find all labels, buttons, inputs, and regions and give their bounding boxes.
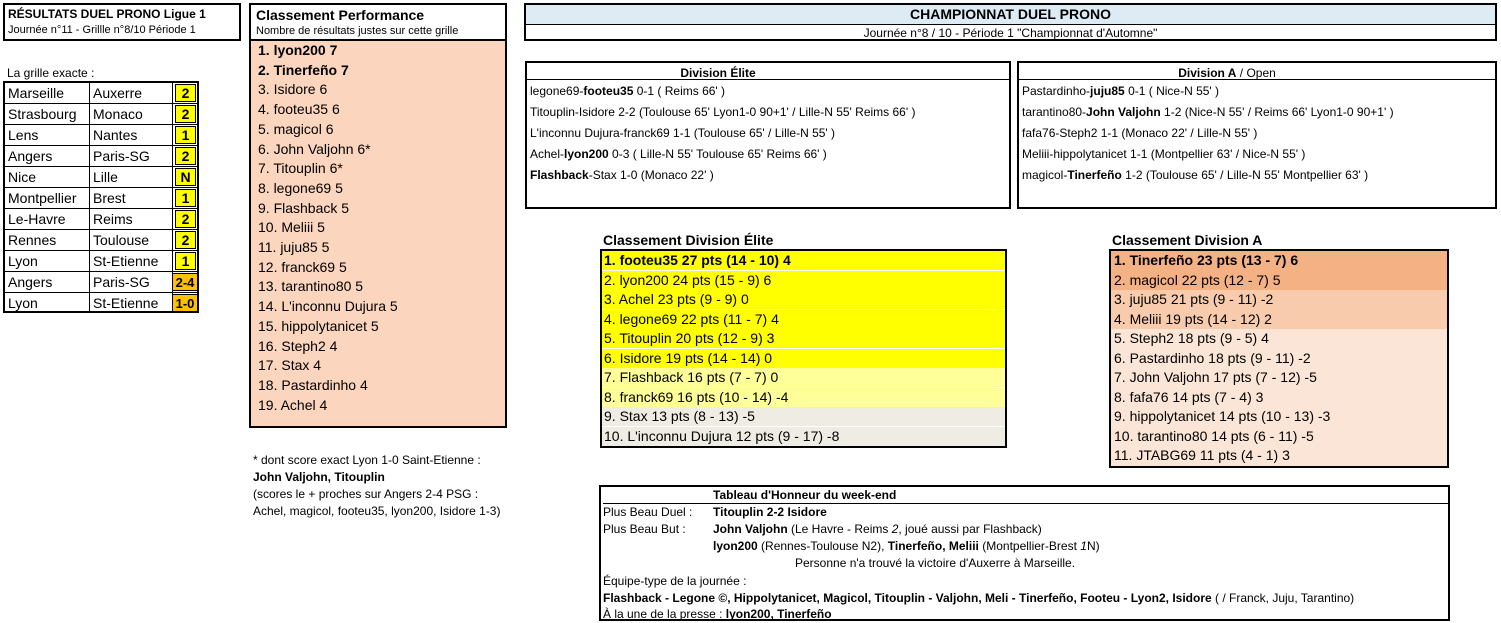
- ranking-row: 7. Flashback 16 pts (7 - 7) 0: [602, 368, 1005, 387]
- duel-line: [1022, 167, 1368, 183]
- duel-winner: juju85: [1090, 84, 1125, 98]
- performance-item: 13. tarantino80 5: [258, 278, 364, 295]
- performance-header: [249, 3, 507, 41]
- duel-part: tarantino80-: [1022, 105, 1087, 119]
- ranking-row: 7. John Valjohn 17 pts (7 - 12) -5: [1111, 368, 1447, 388]
- duel-winner: Flashback: [530, 168, 589, 182]
- ranking-row: 3. juju85 21 pts (9 - 11) -2: [1111, 290, 1447, 310]
- duel-part: Titouplin-Isidore 2-2 (Toulouse 65' Lyon1-0 90+1' / Lille-N 55' Reims 66' ): [530, 105, 916, 119]
- duel-line: [1022, 83, 1219, 99]
- ranking-row: 4. legone69 22 pts (11 - 7) 4: [602, 310, 1005, 329]
- away-team: Toulouse: [90, 230, 173, 250]
- grid-row: [5, 293, 197, 314]
- note-details: (scores le + proches sur Angers 2-4 PSG : Achel, magicol, footeu35, lyon200, Isidore 1-3): [253, 487, 501, 518]
- performance-item: 4. footeu35 6: [258, 101, 340, 118]
- press-headline: À la une de la presse : lyon200, Tinerfeño: [603, 607, 832, 621]
- duel-part: 0-1 ( Reims 66' ): [633, 84, 726, 98]
- team-of-week-value: Flashback - Legone ©, Hippolytanicet, Magicol, Titouplin - Valjohn, Meli - Tinerfeño, Footeu - Lyon2, Isidore ( / Franck, Juju, Tarantino): [603, 591, 1355, 605]
- away-team: Nantes: [90, 125, 173, 145]
- championnat-header: [524, 3, 1497, 41]
- away-team: St-Etienne: [90, 293, 173, 313]
- division-a-title-main: Division A: [1178, 66, 1237, 80]
- home-team: Angers: [5, 272, 90, 292]
- results-title: RÉSULTATS DUEL PRONO Ligue 1: [8, 7, 206, 21]
- home-team: Marseille: [5, 83, 90, 103]
- grid-row: [5, 209, 197, 230]
- performance-item: 14. L'inconnu Dujura 5: [258, 298, 398, 315]
- duel-part: 0-1 ( Nice-N 55' ): [1124, 84, 1220, 98]
- ranking-row: 11. JTABG69 11 pts (4 - 1) 3: [1111, 446, 1447, 466]
- grid-row: [5, 146, 197, 167]
- performance-ranking: [249, 40, 507, 428]
- home-team: Rennes: [5, 230, 90, 250]
- result-badge: 1: [175, 252, 196, 270]
- ranking-row: 6. Isidore 19 pts (14 - 14) 0: [602, 349, 1005, 368]
- result-badge: 1: [175, 189, 196, 207]
- note-line: * dont score exact Lyon 1-0 Saint-Etienne :: [253, 453, 481, 467]
- ranking-row: 9. hippolytanicet 14 pts (10 - 13) -3: [1111, 407, 1447, 427]
- performance-item: 12. franck69 5: [258, 258, 347, 275]
- grid-row: [5, 230, 197, 251]
- duel-line: [530, 146, 827, 162]
- result-badge: 2: [175, 231, 196, 249]
- team-of-week-label: Équipe-type de la journée :: [603, 574, 747, 588]
- performance-subtitle: Nombre de résultats justes sur cette grille: [256, 25, 459, 37]
- grid-row: [5, 104, 197, 125]
- result-badge: 1: [175, 126, 196, 144]
- ranking-row: 1. Tinerfeño 23 pts (13 - 7) 6: [1111, 251, 1447, 271]
- performance-title: Classement Performance: [256, 7, 425, 23]
- division-a-title-suffix: / Open: [1236, 66, 1276, 80]
- duel-line: [1022, 125, 1257, 141]
- performance-item: 19. Achel 4: [258, 396, 328, 413]
- home-team: Le-Havre: [5, 209, 90, 229]
- home-team: Lens: [5, 125, 90, 145]
- division-a-duels: [1017, 61, 1497, 209]
- duel-part: legone69-: [530, 84, 584, 98]
- performance-item: 9. Flashback 5: [258, 199, 350, 216]
- result-badge: 2: [175, 147, 196, 165]
- ranking-row: 4. Meliii 19 pts (14 - 12) 2: [1111, 310, 1447, 330]
- classement-elite-title: Classement Division Élite: [603, 232, 774, 248]
- away-team: Auxerre: [90, 83, 173, 103]
- duel-part: 1-2 (Nice-N 55' / Reims 66' Lyon1-0 90+1' ): [1160, 105, 1394, 119]
- grid-row: [5, 125, 197, 146]
- performance-item: 5. magicol 6: [258, 120, 334, 137]
- note-winners: John Valjohn, Titouplin: [253, 470, 385, 484]
- performance-item: 15. hippolytanicet 5: [258, 317, 379, 334]
- away-team: Paris-SG: [90, 146, 173, 166]
- performance-item: 8. legone69 5: [258, 179, 343, 196]
- duel-winner: lyon200: [564, 147, 609, 161]
- home-team: Lyon: [5, 251, 90, 271]
- honor-board: [599, 485, 1450, 621]
- championnat-title: CHAMPIONNAT DUEL PRONO: [526, 5, 1495, 25]
- best-duel-label: Plus Beau Duel :: [603, 505, 693, 519]
- ranking-row: 8. fafa76 14 pts (7 - 4) 3: [1111, 388, 1447, 408]
- results-header: [3, 3, 241, 41]
- duel-line: [1022, 104, 1394, 120]
- classement-a-table: [1109, 249, 1449, 468]
- honor-title: Tableau d'Honneur du week-end: [713, 488, 897, 502]
- exact-grid-table: [3, 81, 199, 313]
- duel-line: [1022, 146, 1305, 162]
- championnat-subtitle: Journée n°8 / 10 - Période 1 "Championnat d'Automne": [863, 26, 1158, 40]
- ranking-row: 10. L'inconnu Dujura 12 pts (9 - 17) -8: [602, 427, 1005, 446]
- performance-item: 17. Stax 4: [258, 357, 322, 374]
- home-team: Lyon: [5, 293, 90, 313]
- ranking-row: 5. Titouplin 20 pts (12 - 9) 3: [602, 329, 1005, 348]
- performance-item: 2. Tinerfeño 7: [258, 61, 349, 78]
- exact-score-note: [253, 452, 513, 520]
- best-goal-line-1: John Valjohn (Le Havre - Reims 2, joué aussi par Flashback): [713, 522, 1042, 536]
- ranking-row: 1. footeu35 27 pts (14 - 10) 4: [602, 251, 1005, 270]
- duel-part: Pastardinho-: [1022, 84, 1091, 98]
- duel-line: [530, 125, 835, 141]
- away-team: Reims: [90, 209, 173, 229]
- results-subtitle: Journée n°11 - Grillle n°8/10 Période 1: [8, 24, 196, 36]
- best-duel-value: Titouplin 2-2 Isidore: [713, 505, 827, 519]
- result-badge: 2: [175, 105, 196, 123]
- performance-item: 3. Isidore 6: [258, 81, 328, 98]
- duel-line: [530, 167, 714, 183]
- performance-item: 1. lyon200 7: [258, 42, 338, 58]
- duel-part: 1-2 (Toulouse 65' / Lille-N 55' Montpellier 63' ): [1121, 168, 1369, 182]
- classement-a-title: Classement Division A: [1112, 232, 1263, 248]
- duel-part: 0-3 ( Lille-N 55' Toulouse 65' Reims 66' ): [608, 147, 827, 161]
- ranking-row: 10. tarantino80 14 pts (6 - 11) -5: [1111, 427, 1447, 447]
- duel-part: L'inconnu Dujura-franck69 1-1 (Toulouse 65' / Lille-N 55' ): [530, 126, 836, 140]
- duel-part: -Stax 1-0 (Monaco 22' ): [588, 168, 714, 182]
- best-goal-label: Plus Beau But :: [603, 522, 686, 536]
- duel-line: [530, 83, 725, 99]
- result-badge: 2-4: [172, 273, 198, 291]
- ranking-row: 2. lyon200 24 pts (15 - 9) 6: [602, 271, 1005, 290]
- best-goal-line-2: lyon200 (Rennes-Toulouse N2), Tinerfeño, Meliii (Montpellier-Brest 1N): [713, 539, 1100, 553]
- performance-item: 10. Meliii 5: [258, 219, 325, 236]
- ranking-row: 2. magicol 22 pts (12 - 7) 5: [1111, 271, 1447, 291]
- classement-elite-table: [600, 249, 1007, 448]
- grid-row: [5, 251, 197, 272]
- grid-row: [5, 167, 197, 188]
- duel-winner: John Valjohn: [1086, 105, 1161, 119]
- grid-row: [5, 188, 197, 209]
- grid-label: La grille exacte :: [7, 66, 95, 80]
- ranking-row: 6. Pastardinho 18 pts (9 - 11) -2: [1111, 349, 1447, 369]
- division-elite-title: Division Élite: [680, 66, 756, 80]
- ranking-row: 9. Stax 13 pts (8 - 13) -5: [602, 407, 1005, 426]
- performance-item: 16. Steph2 4: [258, 337, 338, 354]
- division-elite-duels: [525, 61, 1011, 209]
- duel-part: Achel-: [530, 147, 565, 161]
- performance-item: 6. John Valjohn 6*: [258, 140, 371, 157]
- grid-row: [5, 83, 197, 104]
- duel-part: magicol-: [1022, 168, 1068, 182]
- performance-item: 11. juju85 5: [258, 239, 330, 255]
- home-team: Strasbourg: [5, 104, 90, 124]
- performance-item: 7. Titouplin 6*: [258, 160, 343, 177]
- best-goal-line-3: Personne n'a trouvé la victoire d'Auxerre à Marseille.: [795, 556, 1076, 570]
- duel-line: [530, 104, 915, 120]
- home-team: Montpellier: [5, 188, 90, 208]
- result-badge: 2: [175, 84, 196, 102]
- ranking-row: 8. franck69 16 pts (10 - 14) -4: [602, 388, 1005, 407]
- ranking-row: 5. Steph2 18 pts (9 - 5) 4: [1111, 329, 1447, 349]
- result-badge: 1-0: [172, 294, 198, 312]
- duel-part: fafa76-Steph2 1-1 (Monaco 22' / Lille-N 55' ): [1022, 126, 1258, 140]
- duel-winner: Tinerfeño: [1067, 168, 1122, 182]
- home-team: Angers: [5, 146, 90, 166]
- result-badge: N: [175, 168, 196, 186]
- duel-winner: footeu35: [583, 84, 634, 98]
- result-badge: 2: [175, 210, 196, 228]
- grid-row: [5, 272, 197, 293]
- away-team: St-Etienne: [90, 251, 173, 271]
- away-team: Brest: [90, 188, 173, 208]
- home-team: Nice: [5, 167, 90, 187]
- ranking-row: 3. Achel 23 pts (9 - 9) 0: [602, 290, 1005, 309]
- duel-part: Meliii-hippolytanicet 1-1 (Montpellier 63' / Nice-N 55' ): [1022, 147, 1306, 161]
- away-team: Monaco: [90, 104, 173, 124]
- away-team: Paris-SG: [90, 272, 173, 292]
- away-team: Lille: [90, 167, 173, 187]
- performance-item: 18. Pastardinho 4: [258, 376, 368, 393]
